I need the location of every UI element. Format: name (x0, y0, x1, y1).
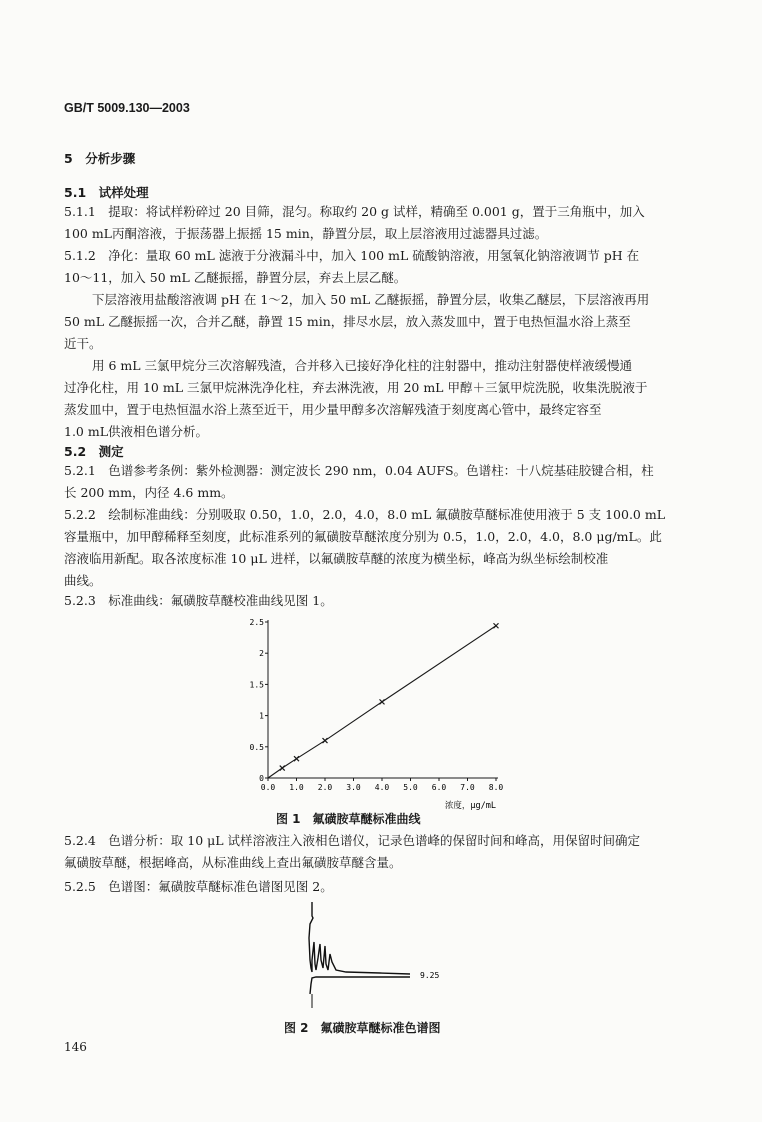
paragraph: 1.0 mL供液相色谱分析。 (64, 424, 209, 439)
paragraph: 容量瓶中，加甲醇稀释至刻度，此标准系列的氟磺胺草醚浓度分别为 0.5，1.0，2.0，4.0，8.0 μg/mL。此 (64, 529, 662, 544)
x-tick-label: 7.0 (460, 783, 475, 792)
paragraph: 用 6 mL 三氯甲烷分三次溶解残渣，合并移入已接好净化柱的注射器中，推动注射器使样液缓慢通 (92, 358, 633, 373)
x-tick-label: 4.0 (374, 783, 390, 792)
paragraph: 下层溶液用盐酸溶液调 pH 在 1～2，加入 50 mL 乙醚振摇，静置分层，收集乙醚层，下层溶液再用 (92, 292, 650, 307)
paragraph: 5.2.3 标准曲线：氟磺胺草醚校准曲线见图 1。 (64, 593, 333, 608)
y-tick-label: 1.5 (249, 680, 264, 690)
x-tick-label: 8.0 (488, 783, 504, 792)
paragraph: 5.2.2 绘制标准曲线：分别吸取 0.50，1.0，2.0，4.0，8.0 mL 氟磺胺草醚标准使用液于 5 支 100.0 mL (64, 507, 666, 522)
paragraph: 长 200 mm，内径 4.6 mm。 (64, 485, 234, 500)
data-point (280, 766, 285, 771)
chromatogram-baseline (310, 977, 410, 994)
paragraph: 近干。 (64, 336, 102, 351)
data-point (494, 623, 499, 628)
paragraph: 10～11，加入 50 mL 乙醚振摇，静置分层，弃去上层乙醚。 (64, 270, 407, 285)
subsection-heading: 5.1 试样处理 (64, 185, 149, 200)
section-heading: 5 分析步骤 (64, 151, 136, 166)
paragraph: 5.2.4 色谱分析：取 10 μL 试样溶液注入液相色谱仪，记录色谱峰的保留时间和峰高，用保留时间确定 (64, 833, 641, 848)
chromatogram (290, 898, 450, 1018)
paragraph: 氟磺胺草醚，根据峰高，从标准曲线上查出氟磺胺草醚含量。 (64, 855, 402, 870)
x-tick-label: 2.0 (317, 783, 333, 792)
x-tick-label: 3.0 (346, 783, 361, 792)
chromatogram-trace (309, 902, 410, 974)
paragraph: 蒸发皿中，置于电热恒温水浴上蒸至近干，用少量甲醇多次溶解残渣于刻度离心管中，最终定容至 (64, 402, 602, 417)
data-point (294, 756, 299, 761)
paragraph: 100 mL丙酮溶液，于振荡器上振摇 15 min，静置分层，取上层溶液用过滤器具过滤。 (64, 226, 548, 241)
standard-number: GB/T 5009.130—2003 (64, 101, 190, 115)
x-axis-label: 浓度，μg/mL (444, 801, 496, 811)
y-tick-label: 2.5 (249, 618, 264, 627)
x-tick-label: 1.0 (289, 783, 304, 792)
paragraph: 5.1.1 提取：将试样粉碎过 20 目筛，混匀。称取约 20 g 试样，精确至 0.001 g，置于三角瓶中，加入 (64, 204, 645, 219)
standard-curve-chart (228, 614, 528, 812)
paragraph: 50 mL 乙醚振摇一次，合并乙醚，静置 15 min，排尽水层，放入蒸发皿中，置于电热恒温水浴上蒸至 (64, 314, 631, 329)
y-tick-label: 1 (259, 711, 264, 721)
figure-caption: 图 2 氟磺胺草醚标准色谱图 (284, 1021, 441, 1035)
retention-time-label: 9.25 (420, 971, 440, 980)
x-tick-label: 6.0 (431, 783, 447, 792)
figure-caption: 图 1 氟磺胺草醚标准曲线 (276, 812, 421, 826)
y-tick-label: 0 (259, 774, 264, 783)
paragraph: 过净化柱，用 10 mL 三氯甲烷淋洗净化柱，弃去淋洗液，用 20 mL 甲醇＋三氯甲烷洗脱，收集洗脱液于 (64, 380, 648, 395)
data-point (323, 738, 328, 743)
paragraph: 5.1.2 净化：量取 60 mL 滤液于分液漏斗中，加入 100 mL 硫酸钠溶液，用氢氧化钠溶液调节 pH 在 (64, 248, 640, 263)
paragraph: 5.2.1 色谱参考条例：紫外检测器：测定波长 290 nm，0.04 AUFS。色谱柱：十八烷基硅胶键合相，柱 (64, 463, 654, 478)
y-tick-label: 0.5 (249, 742, 264, 752)
paragraph: 5.2.5 色谱图：氟磺胺草醚标准色谱图见图 2。 (64, 879, 333, 894)
paragraph: 溶液临用新配。取各浓度标准 10 μL 进样，以氟磺胺草醚的浓度为横坐标，峰高为纵坐标绘制校准 (64, 551, 609, 566)
data-point (380, 699, 385, 704)
x-tick-label: 5.0 (403, 783, 418, 792)
x-tick-label: 0.0 (260, 783, 276, 792)
y-tick-label: 2 (259, 649, 264, 659)
subsection-heading: 5.2 测定 (64, 444, 124, 459)
page-number: 146 (64, 1040, 87, 1054)
paragraph: 曲线。 (64, 573, 102, 588)
